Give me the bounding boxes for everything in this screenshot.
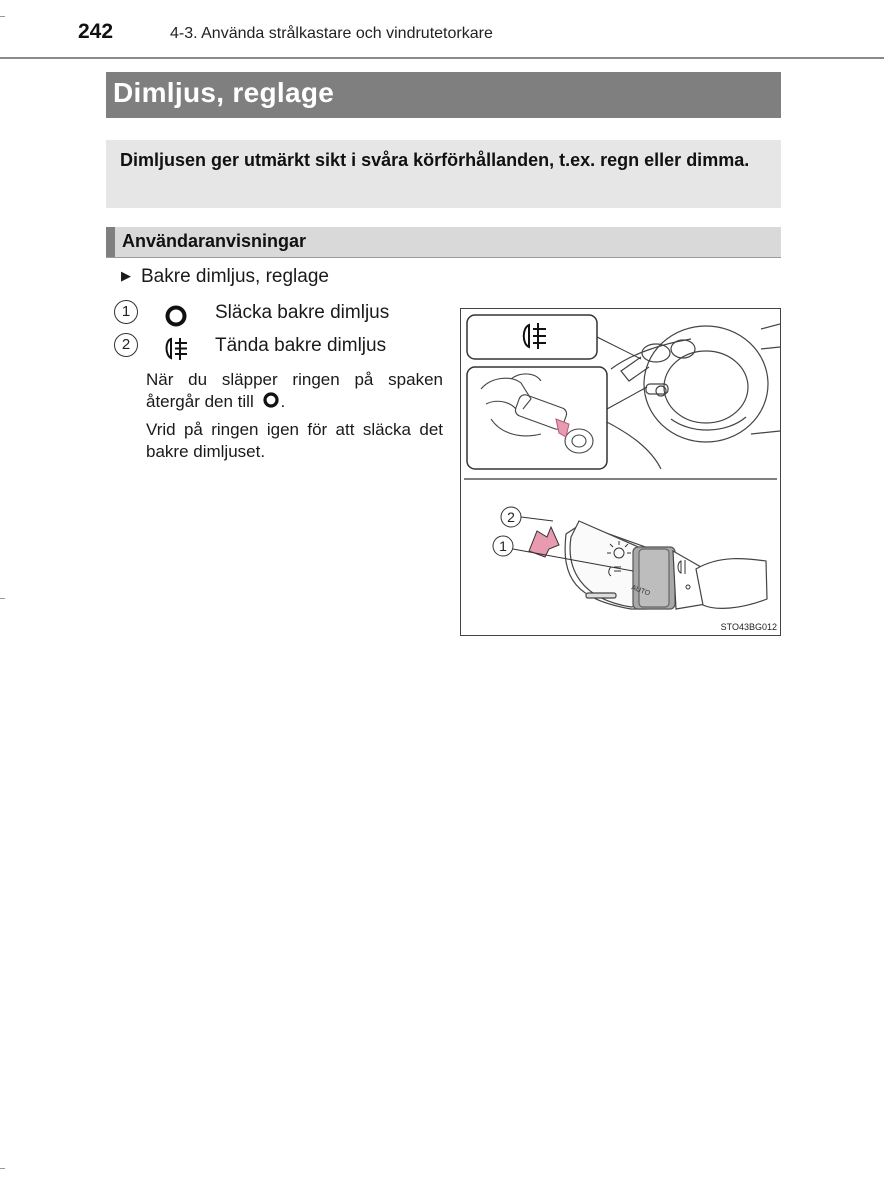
triangle-bullet-icon: ▶ — [121, 268, 131, 283]
subheading-accent — [106, 227, 115, 257]
margin-tick — [0, 598, 5, 599]
header-rule — [0, 57, 884, 59]
title-bar — [106, 72, 781, 118]
lever-drawing — [461, 309, 780, 635]
page-title: Dimljus, reglage — [113, 77, 335, 108]
bullet-item — [121, 266, 329, 288]
note-turn-off: Vrid på ringen igen för att släcka det bakre dimljuset. — [146, 420, 443, 461]
off-ring-icon — [164, 304, 188, 328]
item-number-1: 1 — [114, 300, 138, 324]
item-number-2: 2 — [114, 333, 138, 357]
callout-2: 2 — [507, 509, 515, 525]
subheading: Användaranvisningar — [122, 231, 307, 251]
page-number: 242 — [78, 20, 114, 43]
intro-text: Dimljusen ger utmärkt sikt i svåra körförhållanden, t.ex. regn eller dimma. — [120, 150, 750, 170]
margin-tick — [0, 16, 5, 17]
callout-1: 1 — [499, 538, 507, 554]
figure-caption: STO43BG012 — [720, 622, 777, 632]
note-return-period: . — [280, 392, 286, 411]
lever-illustration — [460, 308, 781, 636]
note-return-text: När du släpper ringen på spaken återgår den till — [146, 370, 443, 411]
item-label-1: Släcka bakre dimljus — [215, 302, 390, 323]
rear-fog-light-icon — [161, 336, 191, 362]
bullet-text: Bakre dimljus, reglage — [141, 266, 329, 287]
subheading-bar — [106, 227, 781, 258]
lever-auto-label: AUTO — [630, 584, 651, 598]
intro-box — [106, 140, 781, 208]
item-label-2: Tända bakre dimljus — [215, 335, 387, 356]
margin-tick — [0, 1168, 5, 1169]
section-title: 4-3. Använda strålkastare och vindrutetorkare — [170, 25, 493, 42]
off-ring-icon — [262, 391, 280, 409]
note-return — [146, 369, 443, 413]
